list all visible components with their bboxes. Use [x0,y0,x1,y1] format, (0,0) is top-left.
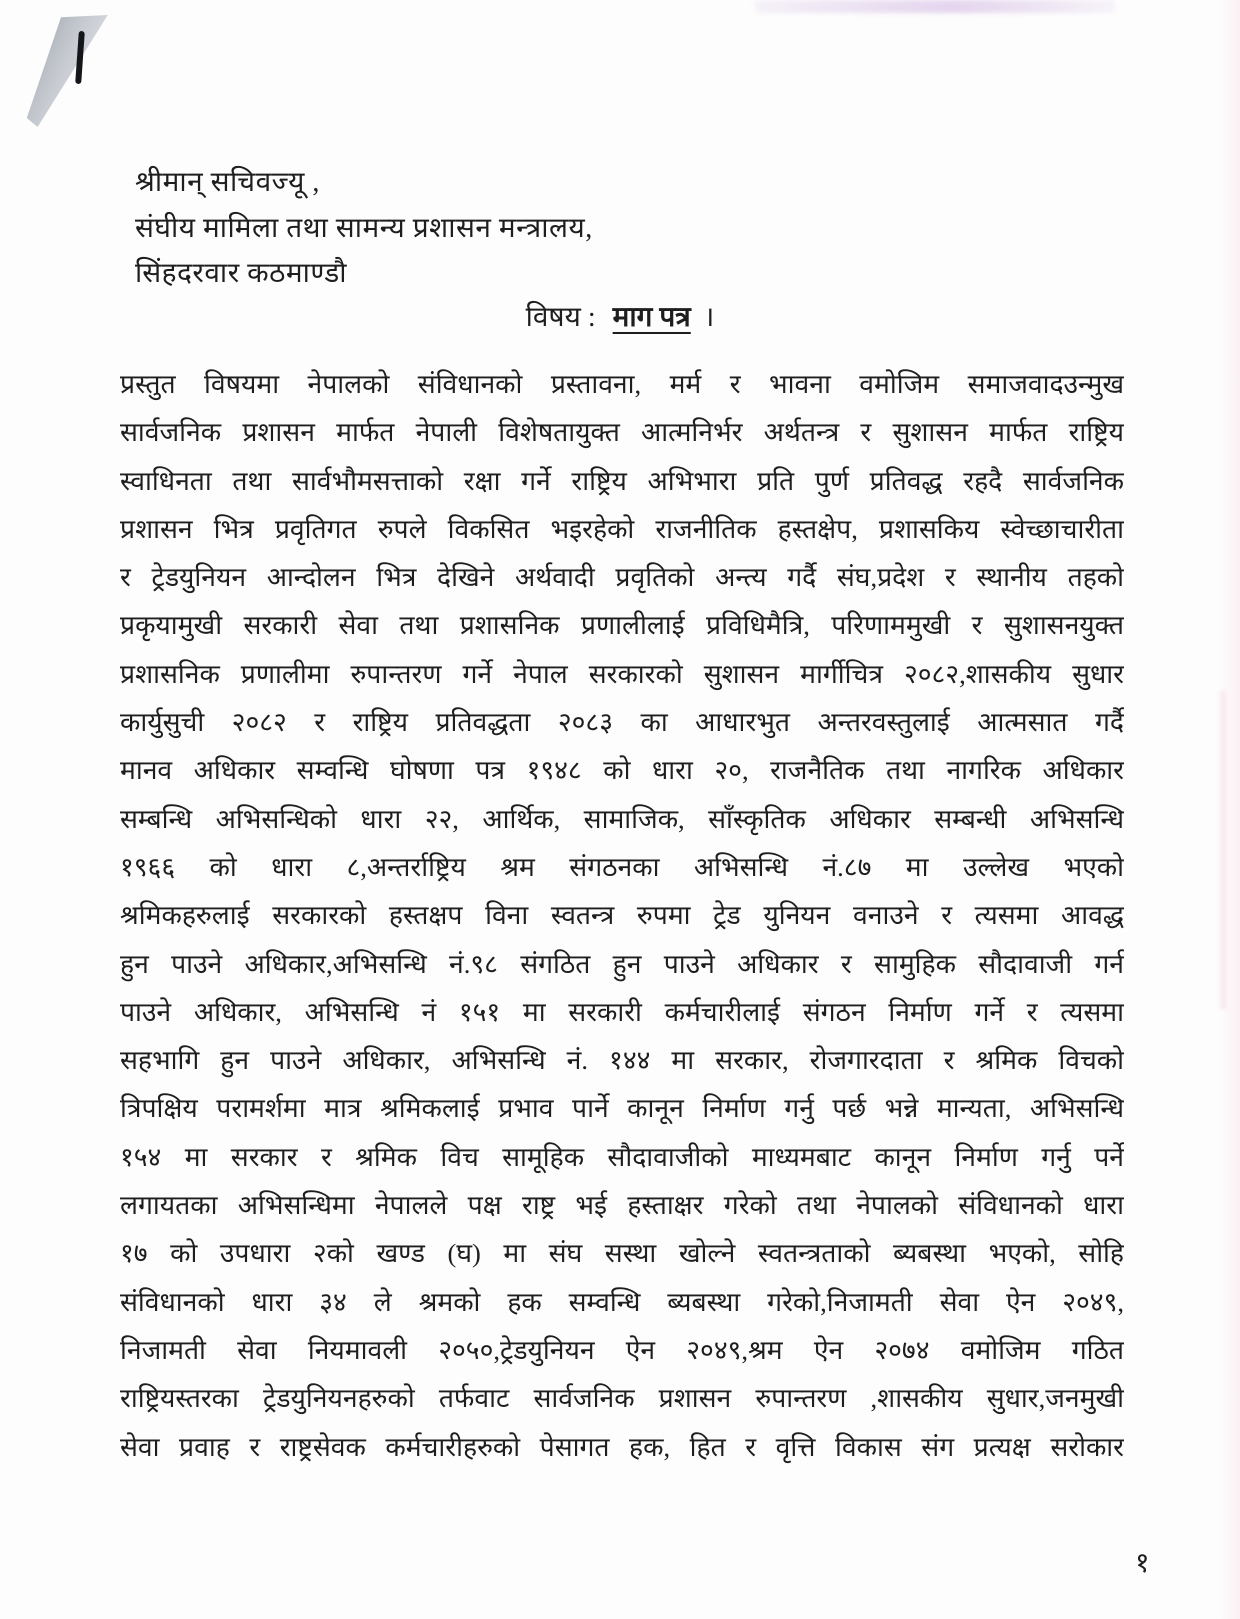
body-line: प्रकृयामुखी सरकारी सेवा तथा प्रशासनिक प्रणालीलाई प्रविधिमैत्रि, परिणाममुखी र सुशासनयुक्त [120,610,1124,641]
body-line: सहभागि हुन पाउने अधिकार, अभिसन्धि नं. १४४ मा सरकार, रोजगारदाता र श्रमिक विचको [120,1045,1124,1076]
body-line: १९६६ को धारा ८,अन्तर्राष्ट्रिय श्रम संगठनका अभिसन्धि नं.८७ मा उल्लेख भएको [120,851,1124,882]
top-edge-ink-bleed [755,0,1115,13]
body-line: र ट्रेडयुनियन आन्दोलन भित्र देखिने अर्थवादी प्रवृतिको अन्त्य गर्दै संघ,प्रदेश र स्थानीय तहको [120,562,1124,593]
page-number: १ [1135,1548,1150,1579]
body-line: श्रमिकहरुलाई सरकारको हस्तक्षप विना स्वतन्त्र रुपमा ट्रेड युनियन वनाउने र त्यसमा आवद्ध [120,900,1124,931]
body-line: संविधानको धारा ३४ ले श्रमको हक सम्वन्धि ब्यबस्था गरेको,निजामती सेवा ऐन २०४९, [120,1286,1124,1317]
body-line: सेवा प्रवाह र राष्ट्रसेवक कर्मचारीहरुको पेसागत हक, हित र वृत्ति विकास संग प्रत्यक्ष सरोकार [120,1431,1124,1462]
body-line: राष्ट्रियस्तरका ट्रेडयुनियनहरुको तर्फवाट सार्वजनिक प्रशासन रुपान्तरण ,शासकीय सुधार,जनमुखी [120,1383,1124,1414]
recipient-line-salutation: श्रीमान् सचिवज्यू , [135,167,320,198]
subject-terminator: । [703,302,715,333]
body-line: मानव अधिकार सम्वन्धि घोषणा पत्र १९४८ को धारा २०, राजनैतिक तथा नागरिक अधिकार [120,755,1124,786]
body-line: १७ को उपधारा २को खण्ड (घ) मा संघ सस्था खोल्ने स्वतन्त्रताको ब्यबस्था भएको, सोहि [120,1238,1124,1269]
right-edge-smudge [1220,690,1226,1010]
body-line: सार्वजनिक प्रशासन मार्फत नेपाली विशेषतायुक्त आत्मनिर्भर अर्थतन्त्र र सुशासन मार्फत राष्ट्रिय [120,417,1124,448]
subject-label: विषय : [525,302,596,333]
body-line: प्रस्तुत विषयमा नेपालको संविधानको प्रस्तावना, मर्म र भावना वमोजिम समाजवादउन्मुख [120,369,1124,399]
page-corner-fold [25,15,115,127]
recipient-address-block [135,160,593,297]
body-line: प्रशासनिक प्रणालीमा रुपान्तरण गर्ने नेपाल सरकारको सुशासन मार्गीचित्र २०८२,शासकीय सुधार [120,658,1124,689]
body-line: लगायतका अभिसन्धिमा नेपालले पक्ष राष्ट्र भई हस्ताक्षर गरेको तथा नेपालको संविधानको धारा [120,1190,1124,1221]
letter-body [120,360,1124,1471]
body-line: कार्युसुची २०८२ र राष्ट्रिय प्रतिवद्धता २०८३ का आधारभुत अन्तरवस्तुलाई आत्मसात गर्दै [120,707,1124,738]
body-line: प्रशासन भित्र प्रवृतिगत रुपले विकसित भइरहेको राजनीतिक हस्तक्षेप, प्रशासकिय स्वेच्छाचारीता [120,513,1124,544]
body-line: १५४ मा सरकार र श्रमिक विच सामूहिक सौदावाजीको माध्यमबाट कानून निर्माण गर्नु पर्ने [120,1141,1124,1172]
body-line: त्रिपक्षिय परामर्शमा मात्र श्रमिकलाई प्रभाव पार्ने कानून निर्माण गर्नु पर्छ भन्ने मान्यता, अभिसन्धि [120,1093,1124,1124]
body-line: स्वाधिनता तथा सार्वभौमसत्ताको रक्षा गर्ने राष्ट्रिय अभिभारा प्रति पुर्ण प्रतिवद्ध रहदै सार्वजनिक [120,465,1124,496]
subject-value: माग पत्र [612,302,691,333]
recipient-line-ministry: संघीय मामिला तथा सामन्य प्रशासन मन्त्रालय, [135,212,593,244]
body-line: पाउने अधिकार, अभिसन्धि नं १५१ मा सरकारी कर्मचारीलाई संगठन निर्माण गर्ने र त्यसमा [120,996,1124,1027]
body-line: सम्बन्धि अभिसन्धिको धारा २२, आर्थिक, सामाजिक, साँस्कृतिक अधिकार सम्बन्धी अभिसन्धि [120,803,1124,834]
subject-line [0,297,1240,335]
body-line: निजामती सेवा नियमावली २०५०,ट्रेडयुनियन ऐन २०४९,श्रम ऐन २०७४ वमोजिम गठित [120,1334,1124,1365]
recipient-line-address: सिंहदरवार कठमाण्डौ [135,258,347,289]
body-line: हुन पाउने अधिकार,अभिसन्धि नं.९८ संगठित हुन पाउने अधिकार र सामुहिक सौदावाजी गर्न [120,948,1124,979]
